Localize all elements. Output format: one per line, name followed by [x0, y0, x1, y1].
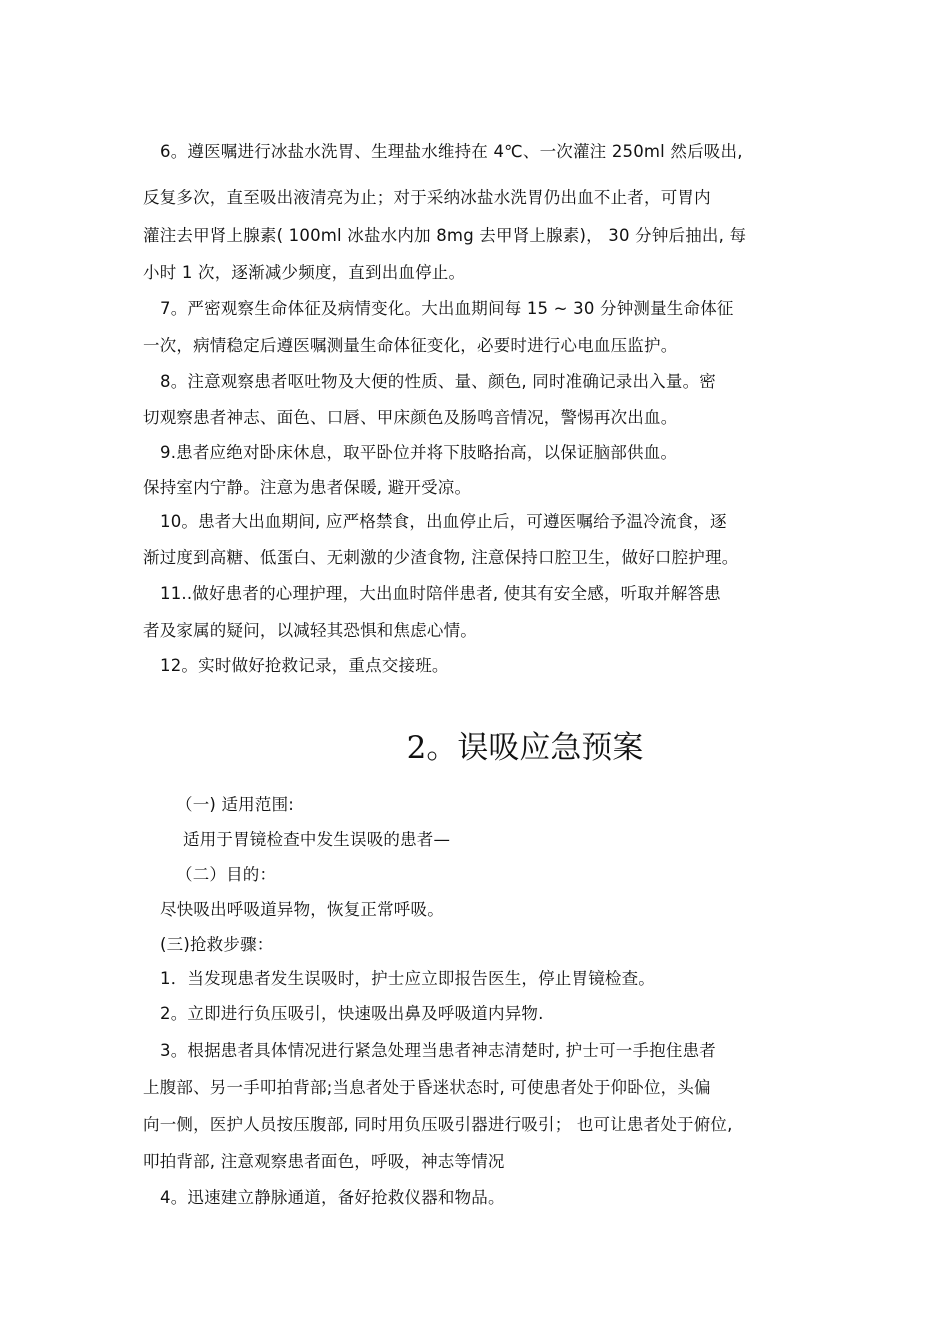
body-text-line: 6。遵医嘱进行冰盐水洗胃、生理盐水维持在 4℃、一次灌注 250ml 然后吸出, [160, 142, 743, 161]
body-text-line: 尽快吸出呼吸道异物，恢复正常呼吸。 [160, 900, 444, 919]
body-text-line: 12。实时做好抢救记录，重点交接班。 [160, 656, 449, 675]
body-text-line: 4。迅速建立静脉通道，备好抢救仪器和物品。 [160, 1188, 505, 1207]
body-text-line: 叩拍背部, 注意观察患者面色，呼吸，神志等情况 [143, 1152, 505, 1171]
body-text-line: 小时 1 次，逐渐减少频度，直到出血停止。 [143, 263, 466, 282]
body-text-line: 3。根据患者具体情况进行紧急处理当患者神志清楚时, 护士可一手抱住患者 [160, 1041, 716, 1060]
body-text-line: 7。严密观察生命体征及病情变化。大出血期间每 15 ~ 30 分钟测量生命体征 [160, 299, 734, 318]
body-text-line: （一) 适用范围: [176, 795, 295, 814]
body-text-line: 1．当发现患者发生误吸时，护士应立即报告医生，停止胃镜检查。 [160, 969, 655, 988]
body-text-line: （二）目的： [176, 865, 277, 884]
body-text-line: 反复多次，直至吸出液清亮为止；对于采纳冰盐水洗胃仍出血不止者，可胃内 [143, 188, 711, 207]
body-text-line: 9.患者应绝对卧床休息，取平卧位并将下肢略抬高，以保证脑部供血。 [160, 443, 678, 462]
body-text-line: 切观察患者神志、面色、口唇、甲床颜色及肠鸣音情况，警惕再次出血。 [143, 408, 678, 427]
body-text-line: 向一侧，医护人员按压腹部, 同时用负压吸引器进行吸引； 也可让患者处于俯位, [143, 1115, 733, 1134]
body-text-line: 一次，病情稳定后遵医嘱测量生命体征变化，必要时进行心电血压监护。 [143, 336, 678, 355]
body-text-line: 者及家属的疑问，以减轻其恐惧和焦虑心情。 [143, 621, 477, 640]
body-text-line: 上腹部、另一手叩拍背部;当息者处于昏迷状态时, 可使患者处于仰卧位，头偏 [143, 1078, 711, 1097]
body-text-line: 8。注意观察患者呕吐物及大便的性质、量、颜色, 同时准确记录出入量。密 [160, 372, 716, 391]
section-heading: 2。误吸应急预案 [406, 730, 644, 766]
body-text-line: 灌注去甲肾上腺素( 100ml 冰盐水内加 8mg 去甲肾上腺素)， 30 分钟后抽出, 每 [143, 226, 747, 245]
body-text-line: (三)抢救步骤： [160, 935, 274, 954]
body-text-line: 10。患者大出血期间, 应严格禁食，出血停止后，可遵医嘱给予温冷流食，逐 [160, 512, 727, 531]
body-text-line: 2。立即进行负压吸引，快速吸出鼻及呼吸道内异物. [160, 1004, 544, 1023]
body-text-line: 渐过度到高糖、低蛋白、无刺激的少渣食物, 注意保持口腔卫生，做好口腔护理。 [143, 548, 739, 567]
body-text-line: 11..做好患者的心理护理，大出血时陪伴患者, 使其有安全感，听取并解答患 [160, 584, 721, 603]
body-text-line: 保持室内宁静。注意为患者保暖, 避开受凉。 [143, 478, 472, 497]
body-text-line: 适用于胃镜检查中发生误吸的患者— [183, 830, 451, 849]
